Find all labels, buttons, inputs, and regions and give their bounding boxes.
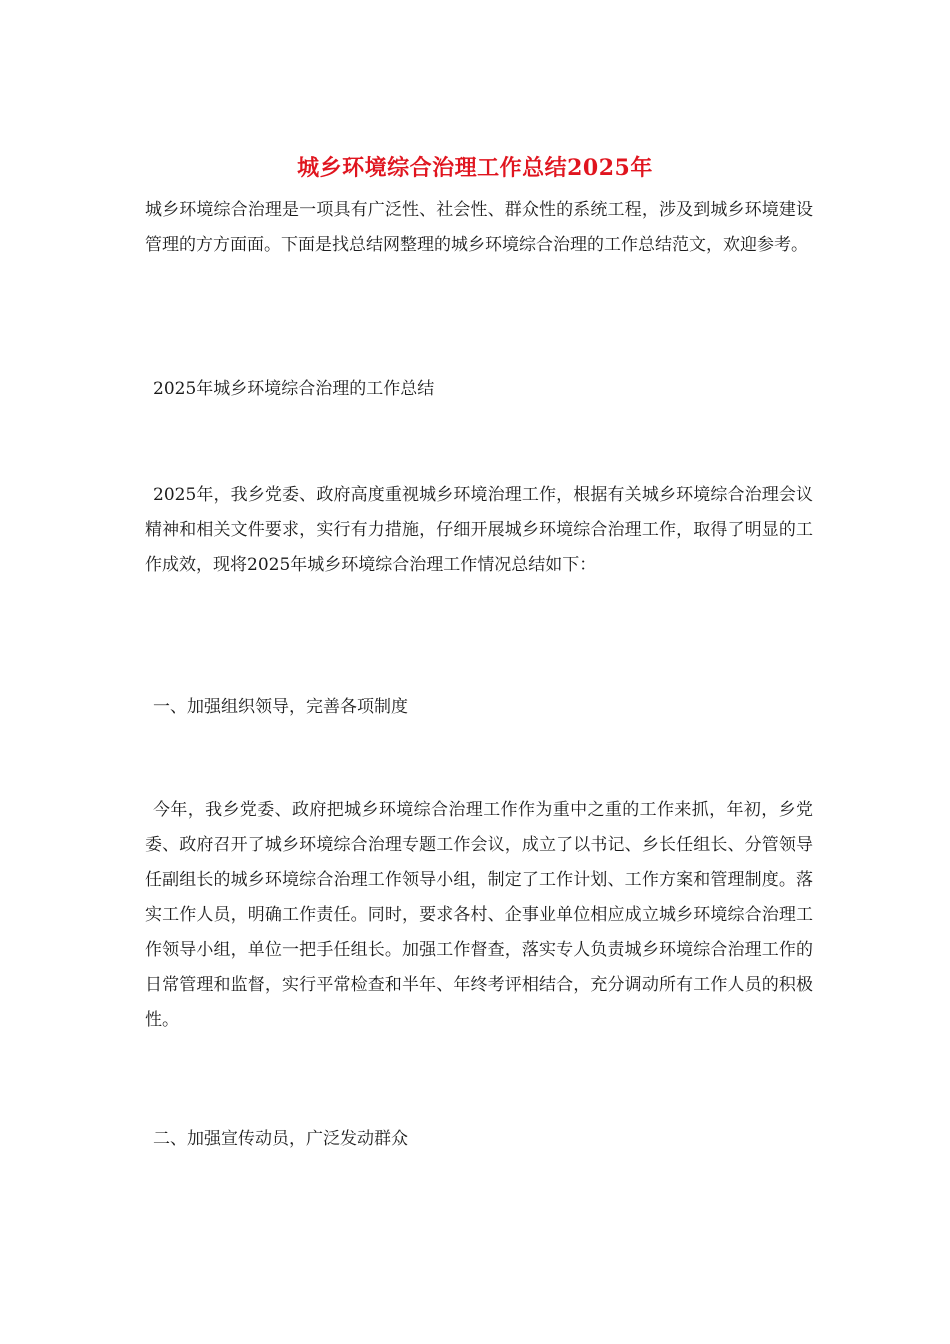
body-paragraph-2: 今年，我乡党委、政府把城乡环境综合治理工作作为重中之重的工作来抓，年初，乡党委、政府召开了城乡环境综合治理专题工作会议，成立了以书记、乡长任组长、分管领导任副组长的城乡环境综合治理工作领导小组，制定了工作计划、工作方案和管理制度。落实工作人员，明确工作责任。同时，要求各村、企事业单位相应成立城乡环境综合治理工作领导小组，单位一把手任组长。加强工作督查，落实专人负责城乡环境综合治理工作的日常管理和监督，实行平常检查和半年、年终考评相结合，充分调动所有工作人员的积极性。 — [145, 800, 813, 1030]
subtitle-line: 2025年城乡环境综合治理的工作总结 — [153, 379, 435, 399]
section-heading-2: 二、加强宣传动员，广泛发动群众 — [153, 1129, 408, 1149]
intro-paragraph: 城乡环境综合治理是一项具有广泛性、社会性、群众性的系统工程，涉及到城乡环境建设管理的方方面面。下面是找总结网整理的城乡环境综合治理的工作总结范文，欢迎参考。 — [145, 200, 813, 255]
body-paragraph-1: 2025年，我乡党委、政府高度重视城乡环境治理工作，根据有关城乡环境综合治理会议精神和相关文件要求，实行有力措施，仔细开展城乡环境综合治理工作，取得了明显的工作成效，现将2025年城乡环境综合治理工作情况总结如下： — [145, 485, 813, 575]
section-heading-1: 一、加强组织领导，完善各项制度 — [153, 697, 408, 717]
document-title: 城乡环境综合治理工作总结2025年 — [297, 155, 653, 181]
